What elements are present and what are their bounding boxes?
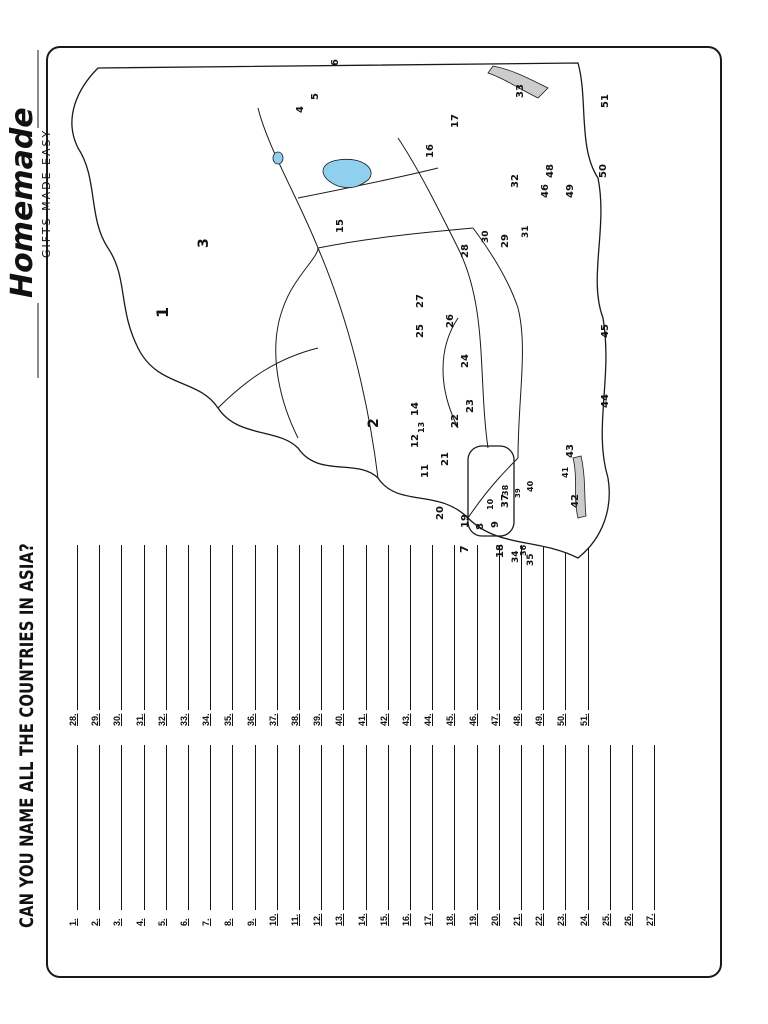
map-label-5: 5 bbox=[310, 93, 321, 100]
answer-row bbox=[611, 745, 633, 926]
answer-number: 44. bbox=[423, 713, 434, 726]
answer-number: 35. bbox=[223, 713, 234, 726]
map-label-41: 41 bbox=[561, 466, 570, 478]
answer-number: 34. bbox=[201, 713, 212, 726]
answer-number: 43. bbox=[401, 713, 411, 726]
answer-row bbox=[256, 745, 278, 926]
answer-blank-line[interactable] bbox=[396, 745, 411, 910]
answer-number: 32. bbox=[156, 713, 167, 726]
map-label-17: 17 bbox=[450, 114, 461, 128]
answer-blank-line[interactable] bbox=[107, 745, 122, 910]
answer-blank-line[interactable] bbox=[63, 745, 78, 910]
answer-row bbox=[100, 745, 122, 926]
answer-number: 20. bbox=[489, 913, 500, 926]
map-label-31: 31 bbox=[521, 225, 531, 238]
map-label-20: 20 bbox=[435, 506, 446, 520]
map-label-24: 24 bbox=[460, 354, 471, 368]
answer-number: 51. bbox=[578, 713, 589, 726]
answer-blank-line[interactable] bbox=[196, 745, 211, 910]
answer-row bbox=[56, 745, 78, 926]
answer-row bbox=[211, 745, 233, 926]
answer-number: 45. bbox=[445, 713, 456, 726]
map-label-49: 49 bbox=[565, 184, 576, 198]
map-label-26: 26 bbox=[445, 314, 456, 328]
map-label-6: 6 bbox=[330, 59, 341, 66]
map-label-39: 39 bbox=[514, 488, 522, 498]
answer-row bbox=[500, 745, 522, 926]
brand-script: Homemade bbox=[5, 107, 40, 298]
answer-row bbox=[589, 745, 611, 926]
page-title: CAN YOU NAME ALL THE COUNTRIES IN ASIA? bbox=[16, 543, 38, 928]
answer-number: 46. bbox=[467, 713, 478, 726]
answer-number: 21. bbox=[512, 913, 522, 926]
answer-blank-line[interactable] bbox=[640, 745, 655, 910]
map-label-38: 38 bbox=[501, 484, 510, 496]
map-label-14: 14 bbox=[410, 402, 421, 416]
answer-blank-line[interactable] bbox=[263, 745, 278, 910]
map-label-22: 22 bbox=[450, 414, 461, 428]
map-label-35: 35 bbox=[526, 553, 536, 566]
map-label-7: 7 bbox=[458, 545, 471, 553]
map-label-33: 33 bbox=[515, 84, 526, 98]
map-label-51: 51 bbox=[600, 94, 611, 108]
answer-blank-line[interactable] bbox=[485, 745, 500, 910]
answer-number: 26. bbox=[623, 913, 633, 926]
map-label-42: 42 bbox=[570, 494, 581, 508]
answer-number: 39. bbox=[312, 713, 323, 726]
brand-logo bbox=[0, 48, 70, 378]
answer-number: 48. bbox=[512, 713, 522, 726]
answer-number: 13. bbox=[334, 913, 345, 926]
answer-number: 40. bbox=[334, 713, 345, 726]
answer-number: 41. bbox=[356, 713, 367, 726]
map-label-11: 11 bbox=[420, 464, 431, 478]
answer-row bbox=[145, 745, 167, 926]
answer-row bbox=[322, 745, 344, 926]
answer-number: 22. bbox=[534, 913, 545, 926]
map-label-9: 9 bbox=[490, 521, 501, 528]
answer-row bbox=[367, 745, 389, 926]
answer-number: 1. bbox=[68, 918, 78, 926]
map-label-50: 50 bbox=[598, 164, 609, 178]
answer-number: 12. bbox=[312, 913, 323, 926]
answer-blank-line[interactable] bbox=[507, 745, 522, 910]
aral-sea bbox=[273, 152, 283, 164]
answer-number: 8. bbox=[223, 918, 234, 926]
map-label-46: 46 bbox=[540, 184, 551, 198]
answer-blank-line[interactable] bbox=[352, 745, 367, 910]
answer-number: 10. bbox=[267, 913, 278, 926]
answer-blank-line[interactable] bbox=[218, 745, 233, 910]
answer-blank-line[interactable] bbox=[241, 745, 256, 910]
answer-number: 25. bbox=[600, 913, 611, 926]
answer-number: 30. bbox=[112, 713, 123, 726]
map-label-45: 45 bbox=[600, 324, 611, 338]
answer-number: 14. bbox=[356, 913, 367, 926]
map-label-29: 29 bbox=[500, 234, 511, 248]
answer-number: 27. bbox=[645, 913, 656, 926]
map-label-3: 3 bbox=[196, 238, 212, 248]
answer-number: 42. bbox=[378, 713, 389, 726]
map-label-19: 19 bbox=[460, 514, 471, 528]
map-label-18: 18 bbox=[495, 544, 506, 558]
map-label-36: 36 bbox=[519, 544, 528, 556]
answer-number: 38. bbox=[290, 713, 300, 726]
answer-number: 47. bbox=[489, 713, 500, 726]
map-label-32: 32 bbox=[510, 174, 521, 188]
answer-row bbox=[433, 745, 455, 926]
answer-blank-line[interactable] bbox=[329, 745, 344, 910]
map-label-1: 1 bbox=[153, 306, 172, 318]
answer-blank-line[interactable] bbox=[440, 745, 455, 910]
answer-blank-line[interactable] bbox=[463, 745, 478, 910]
map-label-2: 2 bbox=[366, 418, 382, 428]
answer-number: 5. bbox=[156, 918, 167, 926]
map-label-15: 15 bbox=[335, 219, 346, 233]
answer-blank-line[interactable] bbox=[418, 745, 433, 910]
map-label-21: 21 bbox=[440, 452, 451, 466]
answer-number: 6. bbox=[179, 918, 189, 926]
map-label-40: 40 bbox=[526, 480, 535, 492]
map-label-13: 13 bbox=[417, 421, 426, 433]
answer-row bbox=[345, 745, 367, 926]
answer-row bbox=[567, 745, 589, 926]
answer-blank-line[interactable] bbox=[596, 745, 611, 910]
map-label-44: 44 bbox=[600, 394, 611, 408]
map-label-28: 28 bbox=[460, 244, 471, 258]
answer-number: 16. bbox=[401, 913, 411, 926]
answer-row bbox=[478, 745, 500, 926]
answer-row bbox=[300, 745, 322, 926]
answer-row bbox=[123, 745, 145, 926]
answer-number: 2. bbox=[90, 918, 101, 926]
answer-number: 23. bbox=[556, 913, 567, 926]
brand-tagline: GIFTS MADE EASY bbox=[40, 128, 53, 258]
answer-number: 4. bbox=[134, 918, 145, 926]
answer-number: 18. bbox=[445, 913, 456, 926]
map-label-25: 25 bbox=[415, 324, 426, 338]
answer-blank-line[interactable] bbox=[618, 745, 633, 910]
asia-map bbox=[18, 50, 618, 578]
answer-number: 31. bbox=[134, 713, 145, 726]
answer-row bbox=[544, 745, 566, 926]
map-label-4: 4 bbox=[295, 106, 306, 113]
answer-row bbox=[633, 745, 655, 926]
answer-blank-line[interactable] bbox=[285, 745, 300, 910]
answer-blank-line[interactable] bbox=[529, 745, 544, 910]
answer-row bbox=[167, 745, 189, 926]
map-label-43: 43 bbox=[565, 444, 576, 458]
worksheet bbox=[0, 46, 676, 978]
answer-row bbox=[411, 745, 433, 926]
answer-number: 11. bbox=[290, 913, 300, 926]
answer-number: 17. bbox=[423, 913, 434, 926]
answer-row bbox=[456, 745, 478, 926]
answer-row bbox=[389, 745, 411, 926]
answer-row bbox=[234, 745, 256, 926]
answer-number: 29. bbox=[90, 713, 101, 726]
map-label-10: 10 bbox=[486, 498, 495, 510]
map-label-48: 48 bbox=[545, 164, 556, 178]
answer-blank-line[interactable] bbox=[374, 745, 389, 910]
answer-blank-line[interactable] bbox=[551, 745, 566, 910]
answer-number: 7. bbox=[201, 918, 212, 926]
answer-number: 33. bbox=[179, 713, 189, 726]
answer-blank-line[interactable] bbox=[174, 745, 189, 910]
answer-number: 15. bbox=[378, 913, 389, 926]
map-label-12: 12 bbox=[410, 434, 421, 448]
answer-blank-line[interactable] bbox=[307, 745, 322, 910]
answer-number: 50. bbox=[556, 713, 567, 726]
answer-row bbox=[78, 745, 100, 926]
answer-number: 24. bbox=[578, 913, 589, 926]
map-label-30: 30 bbox=[481, 230, 491, 243]
map-label-23: 23 bbox=[465, 399, 476, 413]
answer-number: 9. bbox=[245, 918, 256, 926]
answer-blank-line[interactable] bbox=[574, 745, 589, 910]
map-label-8: 8 bbox=[475, 523, 486, 530]
map-label-27: 27 bbox=[415, 294, 426, 308]
answer-number: 37. bbox=[267, 713, 278, 726]
map-label-16: 16 bbox=[425, 144, 436, 158]
brand-logo-svg bbox=[0, 48, 70, 378]
answer-number: 28. bbox=[68, 713, 78, 726]
answer-number: 36. bbox=[245, 713, 256, 726]
answer-blank-line[interactable] bbox=[85, 745, 100, 910]
answer-number: 3. bbox=[112, 918, 123, 926]
answer-row bbox=[278, 745, 300, 926]
map-label-34: 34 bbox=[511, 550, 521, 563]
answer-number: 49. bbox=[534, 713, 545, 726]
answer-row bbox=[189, 745, 211, 926]
answer-blank-line[interactable] bbox=[152, 745, 167, 910]
answer-row bbox=[522, 745, 544, 926]
answer-number: 19. bbox=[467, 913, 478, 926]
map-label-37: 37 bbox=[500, 494, 511, 508]
answer-blank-line[interactable] bbox=[130, 745, 145, 910]
